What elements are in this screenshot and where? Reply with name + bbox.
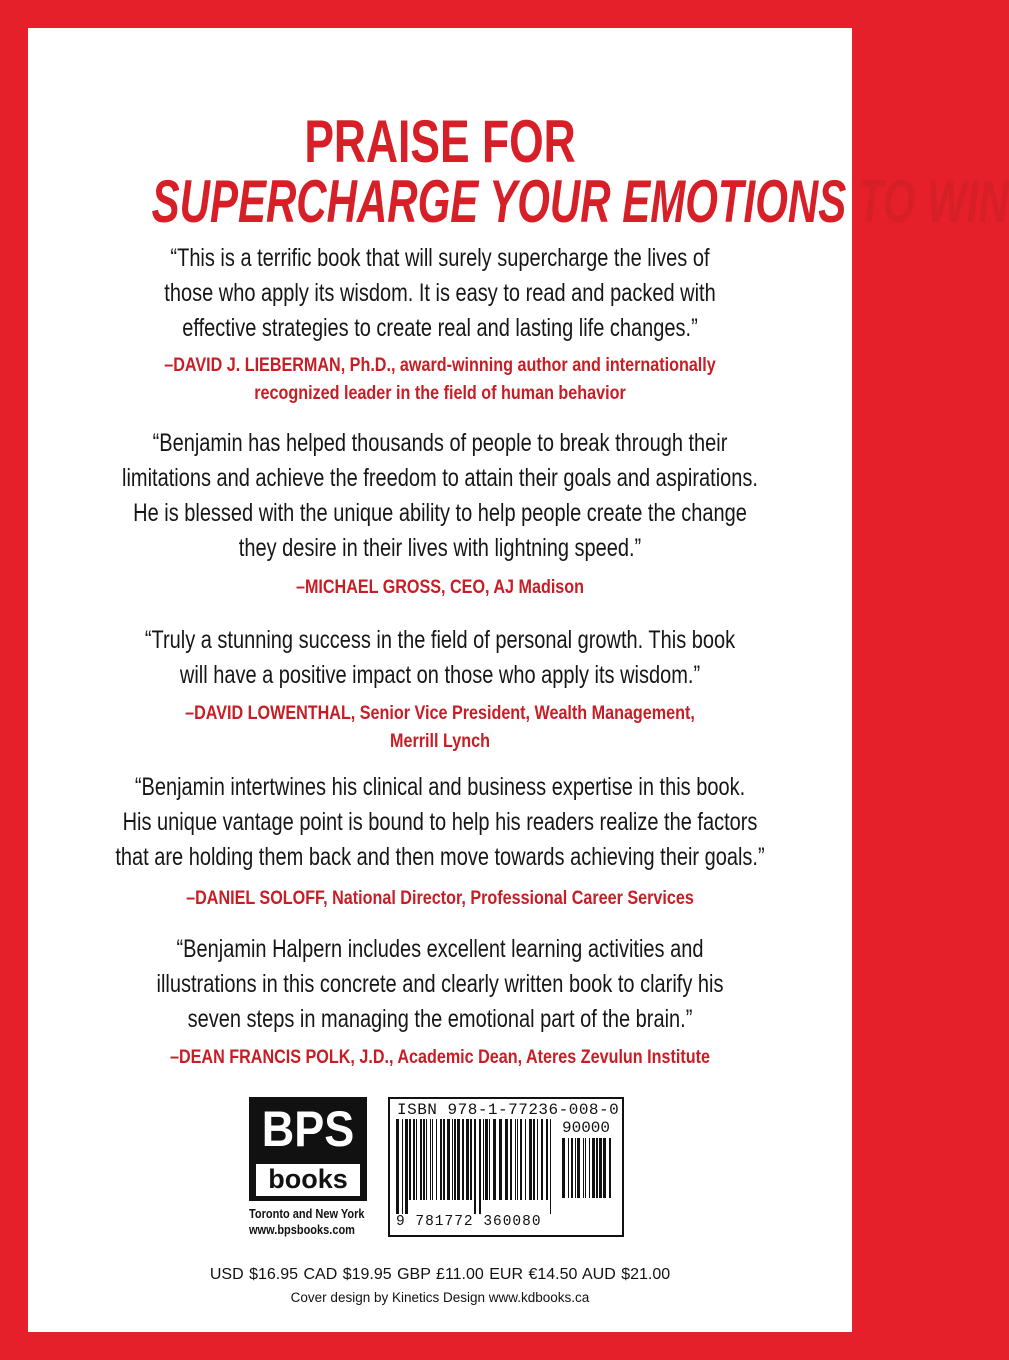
- quote-line: His unique vantage point is bound to help his readers realize the factors: [122, 808, 758, 836]
- barcode-bar: [440, 1119, 442, 1200]
- attribution-2: [28, 574, 852, 602]
- attribution-1: [28, 352, 852, 408]
- back-cover: [28, 28, 1009, 1332]
- barcode-bar: [603, 1138, 606, 1198]
- publisher-city: Toronto and New York: [249, 1207, 365, 1221]
- barcode-bar: [462, 1119, 464, 1200]
- quote-line: that are holding them back and then move towards achieving their goals.”: [115, 843, 765, 871]
- barcode-bar: [599, 1138, 602, 1198]
- barcode-bar: [571, 1138, 573, 1198]
- barcode-bar: [585, 1138, 586, 1198]
- attribution-3: [28, 700, 852, 756]
- attribution-line: Merrill Lynch: [390, 731, 490, 752]
- quote-3: [28, 623, 852, 693]
- barcode-bar: [533, 1119, 535, 1200]
- logo-block: [249, 1097, 367, 1201]
- barcode-bar: [479, 1119, 481, 1214]
- barcode-bar: [483, 1119, 484, 1200]
- barcode-bar: [470, 1119, 472, 1200]
- barcode-bar: [583, 1138, 584, 1198]
- barcode-bar: [493, 1119, 496, 1200]
- barcode-bar: [550, 1119, 551, 1214]
- quote-line: illustrations in this concrete and clearly written book to clarify his: [156, 970, 724, 998]
- barcode-bar: [577, 1138, 580, 1198]
- barcode-bar: [432, 1119, 433, 1200]
- barcode-bars: [396, 1119, 556, 1214]
- attribution-4: [28, 885, 852, 913]
- quote-line: “Benjamin has helped thousands of people to break through their: [152, 429, 728, 457]
- barcode-bar: [541, 1119, 543, 1200]
- quote-4: [28, 770, 852, 875]
- barcode-bar: [517, 1119, 518, 1200]
- barcode-bar: [416, 1119, 417, 1200]
- attribution-line: –DAVID J. LIEBERMAN, Ph.D., award-winning author and internationally: [164, 355, 716, 376]
- barcode-bar: [454, 1119, 456, 1200]
- heading-book-title: SUPERCHARGE YOUR EMOTIONS TO WIN: [151, 168, 1009, 235]
- logo-bps-text: BPS: [261, 1101, 355, 1157]
- barcode-bar: [485, 1119, 488, 1200]
- barcode-bar: [405, 1119, 408, 1214]
- barcode-bar: [396, 1119, 399, 1214]
- barcode-bar: [443, 1119, 445, 1200]
- barcode-bar: [474, 1119, 476, 1214]
- barcode-bar: [447, 1119, 450, 1200]
- isbn-number: ISBN 978-1-77236-008-0: [397, 1101, 620, 1119]
- quote-line: will have a positive impact on those who apply its wisdom.”: [179, 661, 701, 689]
- barcode-bar: [589, 1138, 590, 1198]
- logo-books-text: books: [256, 1164, 360, 1196]
- barcode-bar: [609, 1138, 611, 1198]
- barcode-bar: [499, 1119, 502, 1200]
- barcode-bar: [546, 1119, 548, 1200]
- attribution-5: [28, 1044, 852, 1072]
- barcode-bar: [452, 1119, 453, 1200]
- barcode-bar: [436, 1119, 437, 1200]
- publisher-logo: [249, 1097, 367, 1238]
- attribution-line: –DANIEL SOLOFF, National Director, Professional Career Services: [186, 888, 694, 909]
- quote-line: they desire in their lives with lightning speed.”: [238, 534, 642, 562]
- attribution-line: –DEAN FRANCIS POLK, J.D., Academic Dean, Ateres Zevulun Institute: [170, 1047, 710, 1068]
- barcode-bar: [426, 1119, 427, 1200]
- barcode-bar: [592, 1138, 595, 1198]
- quote-line: “Benjamin Halpern includes excellent learning activities and: [176, 935, 704, 963]
- quote-line: “Benjamin intertwines his clinical and business expertise in this book.: [134, 773, 746, 801]
- quote-line: effective strategies to create real and lasting life changes.”: [182, 314, 698, 342]
- quote-5: [28, 932, 852, 1037]
- barcode-bar: [505, 1119, 508, 1200]
- publisher-url: www.bpsbooks.com: [249, 1223, 355, 1237]
- barcode-bar: [402, 1119, 403, 1214]
- barcode-bar: [515, 1119, 516, 1200]
- barcode-addon-bars: [562, 1138, 616, 1212]
- barcode-bar: [575, 1138, 576, 1198]
- barcode-bar: [525, 1119, 526, 1200]
- barcode-bar: [466, 1119, 469, 1200]
- barcode-bar: [529, 1119, 532, 1200]
- quote-line: seven steps in managing the emotional part of the brain.”: [187, 1005, 693, 1033]
- barcode-bar: [420, 1119, 422, 1200]
- quote-line: “Truly a stunning success in the field of personal growth. This book: [144, 626, 736, 654]
- barcode-bar: [537, 1119, 538, 1200]
- barcode-bar: [430, 1119, 431, 1200]
- barcode-bar: [568, 1138, 569, 1198]
- quote-1: [28, 241, 852, 346]
- barcode-bar: [520, 1119, 522, 1200]
- barcode-bar: [510, 1119, 512, 1200]
- heading-praise-for: PRAISE FOR: [304, 108, 576, 175]
- barcode-bar: [413, 1119, 415, 1200]
- attribution-line: –MICHAEL GROSS, CEO, AJ Madison: [295, 577, 585, 598]
- attribution-line: –DAVID LOWENTHAL, Senior Vice President, Wealth Management,: [185, 703, 695, 724]
- quote-2: [28, 426, 852, 566]
- quote-line: “This is a terrific book that will surely supercharge the lives of: [170, 244, 710, 272]
- ean-digits: 9 781772 360080: [396, 1214, 542, 1230]
- isbn-barcode: [388, 1097, 624, 1237]
- attribution-line: recognized leader in the field of human behavior: [254, 383, 626, 404]
- price-list: USD $16.95 CAD $19.95 GBP £11.00 EUR €14.50 AUD $21.00: [209, 1266, 671, 1283]
- barcode-bar: [489, 1119, 490, 1200]
- quote-line: limitations and achieve the freedom to attain their goals and aspirations.: [122, 464, 758, 492]
- barcode-bar: [409, 1119, 411, 1200]
- quote-line: He is blessed with the unique ability to help people create the change: [133, 499, 747, 527]
- barcode-bar: [423, 1119, 425, 1200]
- price-code: 90000: [562, 1119, 611, 1137]
- barcode-bar: [596, 1138, 598, 1198]
- cover-credit: Cover design by Kinetics Design www.kdbooks.ca: [290, 1290, 590, 1305]
- barcode-bar: [457, 1119, 460, 1200]
- barcode-bar: [562, 1138, 565, 1198]
- quote-line: those who apply its wisdom. It is easy to read and packed with: [164, 279, 716, 307]
